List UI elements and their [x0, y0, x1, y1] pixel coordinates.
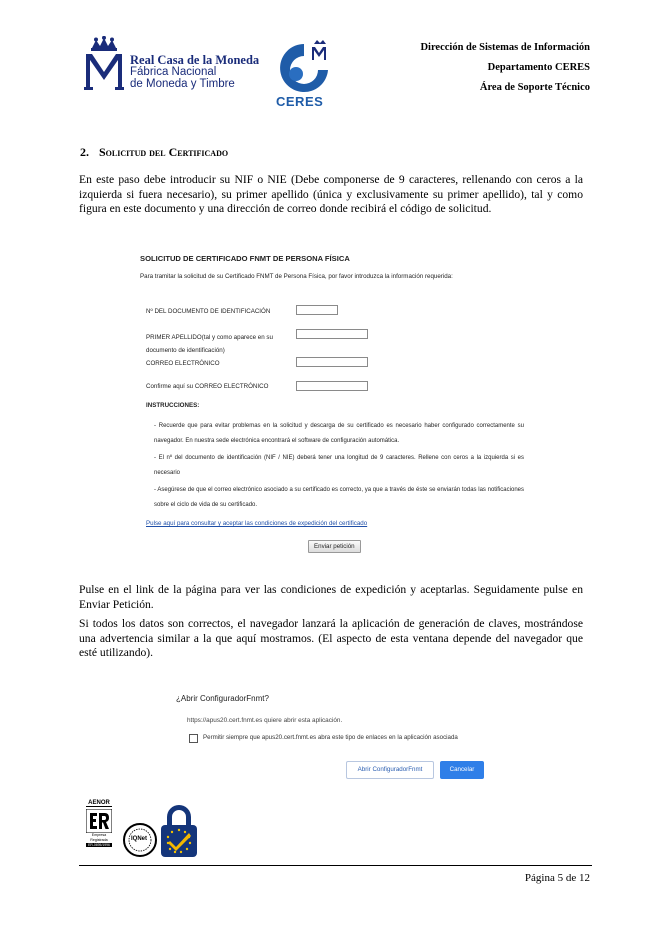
section-heading — [80, 145, 228, 160]
aenor-label: AENOR — [86, 800, 112, 807]
form-title: SOLICITUD DE CERTIFICADO FNMT DE PERSONA FÍSICA — [140, 254, 350, 263]
aenor-code: ER-0695/1996 — [86, 843, 112, 847]
paragraph-conditions: Pulse en el link de la página para ver las condiciones de expedición y aceptarlas. Seguidamente pulse en Enviar Petición. — [79, 583, 583, 611]
header-line-3: Área de Soporte Técnico — [479, 82, 590, 93]
certificate-request-form — [140, 250, 532, 560]
er-mark-icon — [86, 809, 112, 833]
paragraph-browser-warning: Si todos los datos son correctos, el navegador lanzará la aplicación de generación de claves, mostrándose una advertencia similar a la que aquí mostramos. (El aspecto de esta ventana depende del navegador que esté utilizando). — [79, 617, 583, 660]
form-intro: Para tramitar la solicitud de su Certificado FNMT de Persona Física, por favor introduzca la información requerida: — [140, 273, 453, 280]
cancel-button[interactable]: Cancelar — [440, 761, 484, 779]
security-lock-logo — [159, 803, 199, 859]
ceres-emblem-icon — [274, 38, 334, 96]
iqnet-label: IQNet — [131, 836, 148, 842]
iqnet-logo — [122, 822, 158, 858]
fnmt-wordmark — [130, 54, 259, 90]
always-allow-checkbox[interactable] — [189, 734, 198, 743]
open-app-dialog — [170, 690, 500, 790]
section-number: 2. — [80, 145, 89, 159]
doc-number-input[interactable] — [296, 305, 338, 315]
dialog-title: ¿Abrir ConfiguradorFnmt? — [176, 694, 269, 703]
fnmt-line-1: Real Casa de la Moneda — [130, 53, 260, 67]
dialog-url-text: https://apus20.cert.fnmt.es quiere abrir esta aplicación. — [187, 717, 343, 724]
fnmt-line-3: de Moneda y Timbre — [130, 78, 235, 90]
email-label: CORREO ELECTRÓNICO — [146, 360, 220, 367]
header-line-2: Departamento CERES — [487, 62, 590, 73]
fnmt-crown-m-icon — [82, 36, 126, 92]
footer-divider — [79, 865, 592, 866]
always-allow-label: Permitir siempre que apus20.cert.fnmt.es abra este tipo de enlaces en la aplicación asociada — [203, 734, 458, 741]
section-title: Solicitud del Certificado — [99, 145, 229, 159]
confirm-email-input[interactable] — [296, 381, 368, 391]
page-number: Página 5 de 12 — [524, 872, 590, 884]
surname-label-line-1: PRIMER APELLIDO(tal y como aparece en su — [146, 334, 273, 341]
conditions-link[interactable]: Pulse aquí para consultar y aceptar las condiciones de expedición del certificado — [146, 520, 368, 527]
confirm-email-label: Confirme aquí su CORREO ELECTRÓNICO — [146, 383, 269, 390]
open-configurador-button[interactable]: Abrir ConfiguradorFnmt — [346, 761, 434, 779]
instruction-item: - Asegúrese de que el correo electrónico asociado a su certificado es correcto, ya que a través de éste se enviarán todas las notificaciones sobre el ciclo de vida de su certificado. — [154, 487, 524, 508]
paragraph-intro: En este paso debe introducir su NIF o NIE (Debe componerse de 9 caracteres, rellenando con ceros a la izquierda si fuera necesario), su primer apellido (única y exclusivamente su primer apellido), tal y como figura en este documento y una dirección de correo donde recibirá el código de solicitud. — [79, 173, 583, 216]
email-input[interactable] — [296, 357, 368, 367]
header-line-1: Dirección de Sistemas de Información — [420, 42, 590, 53]
instruction-item: - El nº del documento de identificación (NIF / NIE) deberá tener una longitud de 9 caracteres. Rellene con ceros a la izquierda si es necesario — [154, 455, 524, 476]
header-department-block — [420, 38, 590, 98]
aenor-sub: Empresa Registrada — [90, 833, 108, 842]
doc-number-label: Nº DEL DOCUMENTO DE IDENTIFICACIÓN — [146, 308, 271, 315]
surname-input[interactable] — [296, 329, 368, 339]
instructions-heading: INSTRUCCIONES: — [146, 402, 200, 409]
submit-request-button[interactable]: Enviar petición — [308, 540, 361, 553]
fnmt-line-2: Fábrica Nacional — [130, 66, 217, 78]
instruction-item: - Recuerde que para evitar problemas en la solicitud y descarga de su certificado es necesario haber configurado correctamente su navegador. En nuestra sede electrónica encontrará el software de configuración automática. — [154, 423, 524, 444]
aenor-certification-logo — [86, 800, 120, 860]
surname-label-line-2: documento de identificación) — [146, 347, 225, 354]
padlock-check-icon — [159, 803, 199, 859]
ceres-label: CERES — [276, 94, 324, 109]
ceres-logo — [274, 38, 334, 110]
